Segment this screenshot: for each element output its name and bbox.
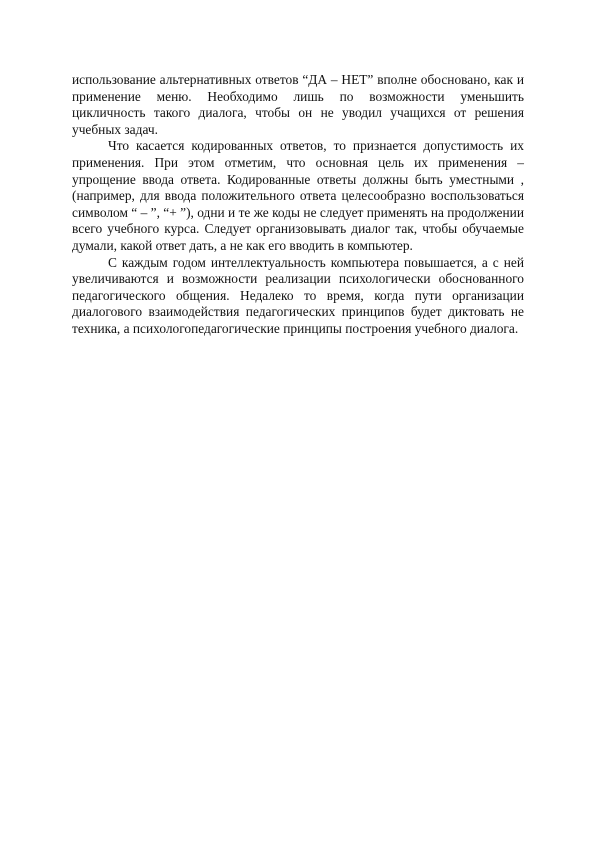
document-body — [72, 72, 524, 338]
paragraph-2: Что касается кодированных ответов, то признается допустимость их применения. При этом отметим, что основная цель их применения – упрощение ввода ответа. Кодированные ответы должны быть уместными , (например, для ввода положительного ответа целесообразно воспользоваться символом “ – ”, “+ ”), одни и те же коды не следует применять на продолжении всего учебного курса. Следует организовывать диалог так, чтобы обучаемые думали, какой ответ дать, а не как его вводить в компьютер. — [72, 138, 524, 253]
paragraph-1: использование альтернативных ответов “ДА – НЕТ” вполне обосновано, как и применение меню. Необходимо лишь по возможности уменьшить цикличность такого диалога, чтобы он не уводил учащихся от решения учебных задач. — [72, 72, 524, 137]
paragraph-3: С каждым годом интеллектуальность компьютера повышается, а с ней увеличиваются и возможности реализации психологически обоснованного педагогического общения. Недалеко то время, когда пути организации диалогового взаимодействия педагогических принципов будет диктовать не техника, а психологопедагогические принципы построения учебного диалога. — [72, 254, 524, 336]
